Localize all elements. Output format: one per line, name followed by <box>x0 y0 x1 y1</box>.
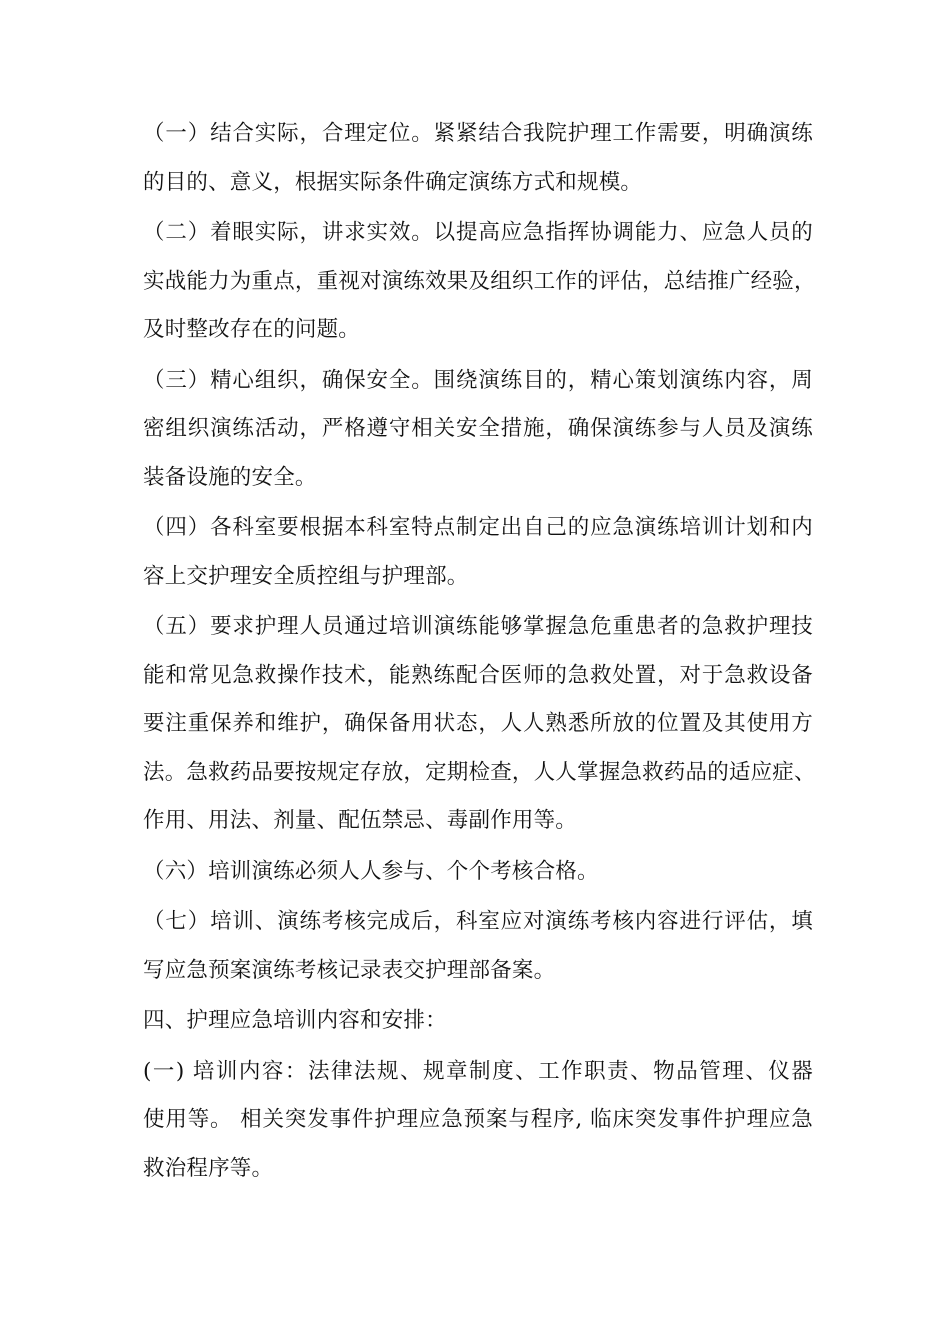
text-line: 装备设施的安全。 <box>143 464 317 490</box>
text-line: 能和常见急救操作技术，能熟练配合医师的急救处置，对于急救设备 <box>143 662 813 688</box>
text-line: （四）各科室要根据本科室特点制定出自己的应急演练培训计划和内 <box>143 515 813 540</box>
text-line: （一）结合实际，合理定位。紧紧结合我院护理工作需要，明确演练 <box>143 121 813 146</box>
text-line: （六）培训演练必须人人参与、个个考核合格。 <box>143 858 599 884</box>
text-line: 实战能力为重点，重视对演练效果及组织工作的评估，总结推广经验， <box>143 268 816 294</box>
paragraph-3 <box>143 357 813 503</box>
paragraph-6 <box>143 848 813 897</box>
text-line: 及时整改存在的问题。 <box>143 317 361 342</box>
text-line: 的目的、意义，根据实际条件确定演练方式和规模。 <box>143 169 643 195</box>
paragraph-9 <box>143 1048 813 1194</box>
text-line: 容上交护理安全质控组与护理部。 <box>143 563 469 589</box>
text-line: 四、护理应急培训内容和安排： <box>143 1008 447 1033</box>
text-line: 密组织演练活动，严格遵守相关安全措施，确保演练参与人员及演练 <box>143 416 813 441</box>
text-line: 作用、用法、剂量、配伍禁忌、毒副作用等。 <box>143 808 578 833</box>
section-heading-4 <box>143 997 813 1046</box>
paragraph-2 <box>143 209 816 355</box>
text-line: （二）着眼实际，讲求实效。以提高应急指挥协调能力、应急人员的 <box>143 220 813 245</box>
paragraph-7 <box>143 898 813 995</box>
text-line: （三）精心组织，确保安全。围绕演练目的，精心策划演练内容，周 <box>143 367 813 393</box>
text-line: 救治程序等。 <box>143 1155 274 1181</box>
paragraph-1 <box>143 110 813 207</box>
paragraph-4 <box>143 504 813 601</box>
text-line: 法。急救药品要按规定存放，定期检查，人人掌握急救药品的适应症、 <box>143 759 816 785</box>
text-line: 使用等。 相关突发事件护理应急预案与程序, 临床突发事件护理应急 <box>143 1107 813 1132</box>
document-page <box>143 110 816 1195</box>
text-line: （七）培训、演练考核完成后，科室应对演练考核内容进行评估，填 <box>143 909 813 934</box>
text-line: 写应急预案演练考核记录表交护理部备案。 <box>143 957 556 983</box>
paragraph-5 <box>143 603 816 846</box>
text-line: (一) 培训内容：法律法规、规章制度、工作职责、物品管理、仪器 <box>143 1058 813 1084</box>
text-line: （五）要求护理人员通过培训演练能够掌握急危重患者的急救护理技 <box>143 614 813 639</box>
text-line: 要注重保养和维护，确保备用状态，人人熟悉所放的位置及其使用方 <box>143 711 813 736</box>
